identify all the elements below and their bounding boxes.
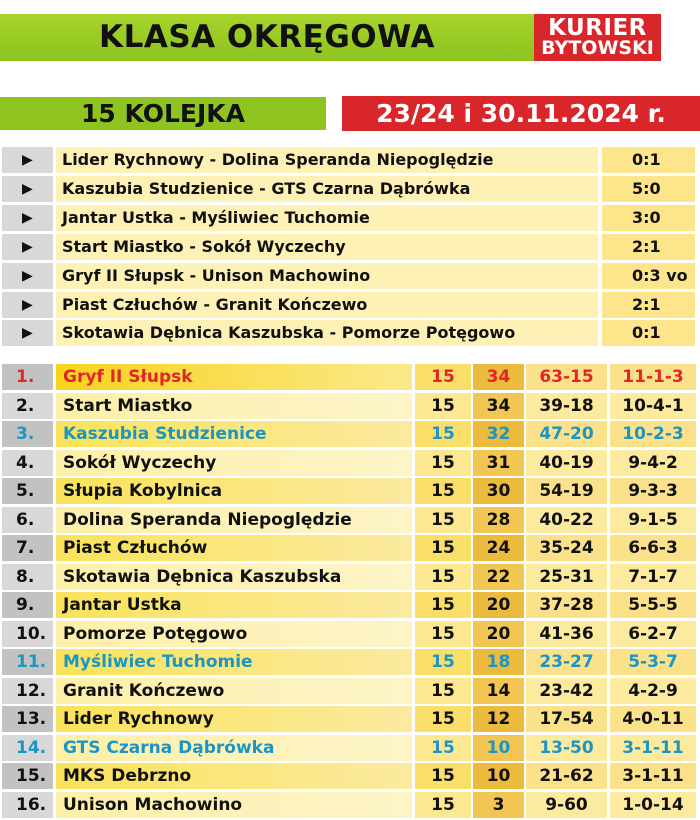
points-cell: 20 — [473, 592, 524, 618]
points-cell: 14 — [473, 678, 524, 704]
games-cell: 15 — [415, 649, 471, 675]
goals-cell: 17-54 — [526, 706, 607, 732]
round-label: 15 KOLEJKA — [80, 99, 246, 128]
arrow-icon — [2, 147, 53, 173]
games-cell: 15 — [415, 792, 471, 818]
position-cell: 3. — [2, 421, 53, 447]
position-cell: 16. — [2, 792, 53, 818]
match-score: 0:1 — [602, 147, 695, 173]
result-row — [0, 176, 700, 202]
points-cell: 32 — [473, 421, 524, 447]
games-cell: 15 — [415, 592, 471, 618]
position-cell: 11. — [2, 649, 53, 675]
goals-cell: 39-18 — [526, 393, 607, 419]
position-cell: 14. — [2, 735, 53, 761]
games-cell: 15 — [415, 478, 471, 504]
match-score: 0:3 vo — [602, 263, 695, 289]
table-row — [0, 450, 700, 476]
position-cell: 1. — [2, 364, 53, 390]
arrow-glyph: ▶ — [22, 267, 33, 284]
goals-cell: 37-28 — [526, 592, 607, 618]
logo-line-1: KURIER — [548, 15, 647, 41]
arrow-glyph: ▶ — [22, 325, 33, 342]
team-name-cell: Unison Machowino — [56, 792, 412, 818]
points-cell: 31 — [473, 450, 524, 476]
table-row — [0, 393, 700, 419]
win-draw-loss-cell: 3-1-11 — [610, 735, 696, 761]
position-cell: 5. — [2, 478, 53, 504]
team-name-cell: Skotawia Dębnica Kaszubska — [56, 564, 412, 590]
games-cell: 15 — [415, 393, 471, 419]
team-name-cell: Piast Człuchów — [56, 535, 412, 561]
goals-cell: 40-19 — [526, 450, 607, 476]
team-name-cell: Dolina Speranda Niepoględzie — [56, 507, 412, 533]
win-draw-loss-cell: 4-2-9 — [610, 678, 696, 704]
goals-cell: 23-42 — [526, 678, 607, 704]
table-row — [0, 706, 700, 732]
points-cell: 10 — [473, 763, 524, 789]
win-draw-loss-cell: 7-1-7 — [610, 564, 696, 590]
position-cell: 12. — [2, 678, 53, 704]
points-cell: 30 — [473, 478, 524, 504]
match-name: Jantar Ustka - Myśliwiec Tuchomie — [56, 205, 598, 231]
team-name-cell: Start Miastko — [56, 393, 412, 419]
games-cell: 15 — [415, 364, 471, 390]
match-name: Lider Rychnowy - Dolina Speranda Niepoględzie — [56, 147, 598, 173]
arrow-glyph: ▶ — [22, 296, 33, 313]
result-row — [0, 263, 700, 289]
position-cell: 8. — [2, 564, 53, 590]
goals-cell: 21-62 — [526, 763, 607, 789]
games-cell: 15 — [415, 421, 471, 447]
points-cell: 20 — [473, 621, 524, 647]
position-cell: 9. — [2, 592, 53, 618]
arrow-icon — [2, 234, 53, 260]
result-row — [0, 292, 700, 318]
table-row — [0, 364, 700, 390]
team-name-cell: Słupia Kobylnica — [56, 478, 412, 504]
team-name-cell: Myśliwiec Tuchomie — [56, 649, 412, 675]
win-draw-loss-cell: 3-1-11 — [610, 763, 696, 789]
goals-cell: 9-60 — [526, 792, 607, 818]
games-cell: 15 — [415, 621, 471, 647]
kurier-bytowski-logo — [534, 14, 661, 61]
arrow-icon — [2, 205, 53, 231]
games-cell: 15 — [415, 763, 471, 789]
match-name: Start Miastko - Sokół Wyczechy — [56, 234, 598, 260]
points-cell: 12 — [473, 706, 524, 732]
points-cell: 22 — [473, 564, 524, 590]
goals-cell: 41-36 — [526, 621, 607, 647]
match-score: 2:1 — [602, 234, 695, 260]
win-draw-loss-cell: 6-2-7 — [610, 621, 696, 647]
table-row — [0, 792, 700, 818]
goals-cell: 63-15 — [526, 364, 607, 390]
team-name-cell: GTS Czarna Dąbrówka — [56, 735, 412, 761]
games-cell: 15 — [415, 735, 471, 761]
team-name-cell: Lider Rychnowy — [56, 706, 412, 732]
position-cell: 15. — [2, 763, 53, 789]
position-cell: 13. — [2, 706, 53, 732]
table-row — [0, 763, 700, 789]
games-cell: 15 — [415, 678, 471, 704]
table-row — [0, 507, 700, 533]
position-cell: 4. — [2, 450, 53, 476]
arrow-glyph: ▶ — [22, 152, 33, 168]
table-row — [0, 592, 700, 618]
date-label: 23/24 i 30.11.2024 r. — [342, 96, 700, 131]
win-draw-loss-cell: 10-4-1 — [610, 393, 696, 419]
goals-cell: 40-22 — [526, 507, 607, 533]
match-name: Piast Człuchów - Granit Kończewo — [56, 292, 598, 318]
table-row — [0, 678, 700, 704]
position-cell: 10. — [2, 621, 53, 647]
arrow-glyph: ▶ — [22, 209, 33, 226]
arrow-glyph: ▶ — [22, 180, 33, 197]
team-name-cell: Gryf II Słupsk — [56, 364, 412, 390]
position-cell: 2. — [2, 393, 53, 419]
team-name-cell: Jantar Ustka — [56, 592, 412, 618]
page-title: KLASA OKRĘGOWA — [99, 19, 435, 55]
points-cell: 34 — [473, 364, 524, 390]
win-draw-loss-cell: 1-0-14 — [610, 792, 696, 818]
win-draw-loss-cell: 5-5-5 — [610, 592, 696, 618]
team-name-cell: Kaszubia Studzienice — [56, 421, 412, 447]
goals-cell: 47-20 — [526, 421, 607, 447]
match-name: Kaszubia Studzienice - GTS Czarna Dąbrówka — [56, 176, 598, 202]
match-name: Skotawia Dębnica Kaszubska - Pomorze Potęgowo — [56, 320, 598, 346]
win-draw-loss-cell: 5-3-7 — [610, 649, 696, 675]
games-cell: 15 — [415, 507, 471, 533]
games-cell: 15 — [415, 706, 471, 732]
win-draw-loss-cell: 4-0-11 — [610, 706, 696, 732]
table-row — [0, 478, 700, 504]
games-cell: 15 — [415, 564, 471, 590]
match-score: 2:1 — [602, 292, 695, 318]
points-cell: 28 — [473, 507, 524, 533]
arrow-icon — [2, 292, 53, 318]
team-name-cell: Granit Kończewo — [56, 678, 412, 704]
win-draw-loss-cell: 9-1-5 — [610, 507, 696, 533]
win-draw-loss-cell: 9-4-2 — [610, 450, 696, 476]
match-score: 0:1 — [602, 320, 695, 346]
points-cell: 24 — [473, 535, 524, 561]
match-score: 5:0 — [602, 176, 695, 202]
position-cell: 6. — [2, 507, 53, 533]
win-draw-loss-cell: 9-3-3 — [610, 478, 696, 504]
result-row — [0, 205, 700, 231]
position-cell: 7. — [2, 535, 53, 561]
win-draw-loss-cell: 11-1-3 — [610, 364, 696, 390]
arrow-icon — [2, 176, 53, 202]
result-row — [0, 234, 700, 260]
match-name: Gryf II Słupsk - Unison Machowino — [56, 263, 598, 289]
logo-line-2: BYTOWSKI — [541, 37, 654, 59]
table-row — [0, 621, 700, 647]
goals-cell: 23-27 — [526, 649, 607, 675]
table-row — [0, 535, 700, 561]
win-draw-loss-cell: 6-6-3 — [610, 535, 696, 561]
points-cell: 10 — [473, 735, 524, 761]
goals-cell: 25-31 — [526, 564, 607, 590]
result-row — [0, 147, 700, 173]
team-name-cell: Pomorze Potęgowo — [56, 621, 412, 647]
goals-cell: 35-24 — [526, 535, 607, 561]
table-row — [0, 735, 700, 761]
arrow-glyph: ▶ — [22, 238, 33, 255]
table-row — [0, 564, 700, 590]
points-cell: 34 — [473, 393, 524, 419]
points-cell: 3 — [473, 792, 524, 818]
team-name-cell: Sokół Wyczechy — [56, 450, 412, 476]
win-draw-loss-cell: 10-2-3 — [610, 421, 696, 447]
points-cell: 18 — [473, 649, 524, 675]
games-cell: 15 — [415, 450, 471, 476]
games-cell: 15 — [415, 535, 471, 561]
goals-cell: 13-50 — [526, 735, 607, 761]
match-score: 3:0 — [602, 205, 695, 231]
arrow-icon — [2, 263, 53, 289]
arrow-icon — [2, 320, 53, 346]
table-row — [0, 421, 700, 447]
team-name-cell: MKS Debrzno — [56, 763, 412, 789]
goals-cell: 54-19 — [526, 478, 607, 504]
result-row — [0, 320, 700, 346]
table-row — [0, 649, 700, 675]
